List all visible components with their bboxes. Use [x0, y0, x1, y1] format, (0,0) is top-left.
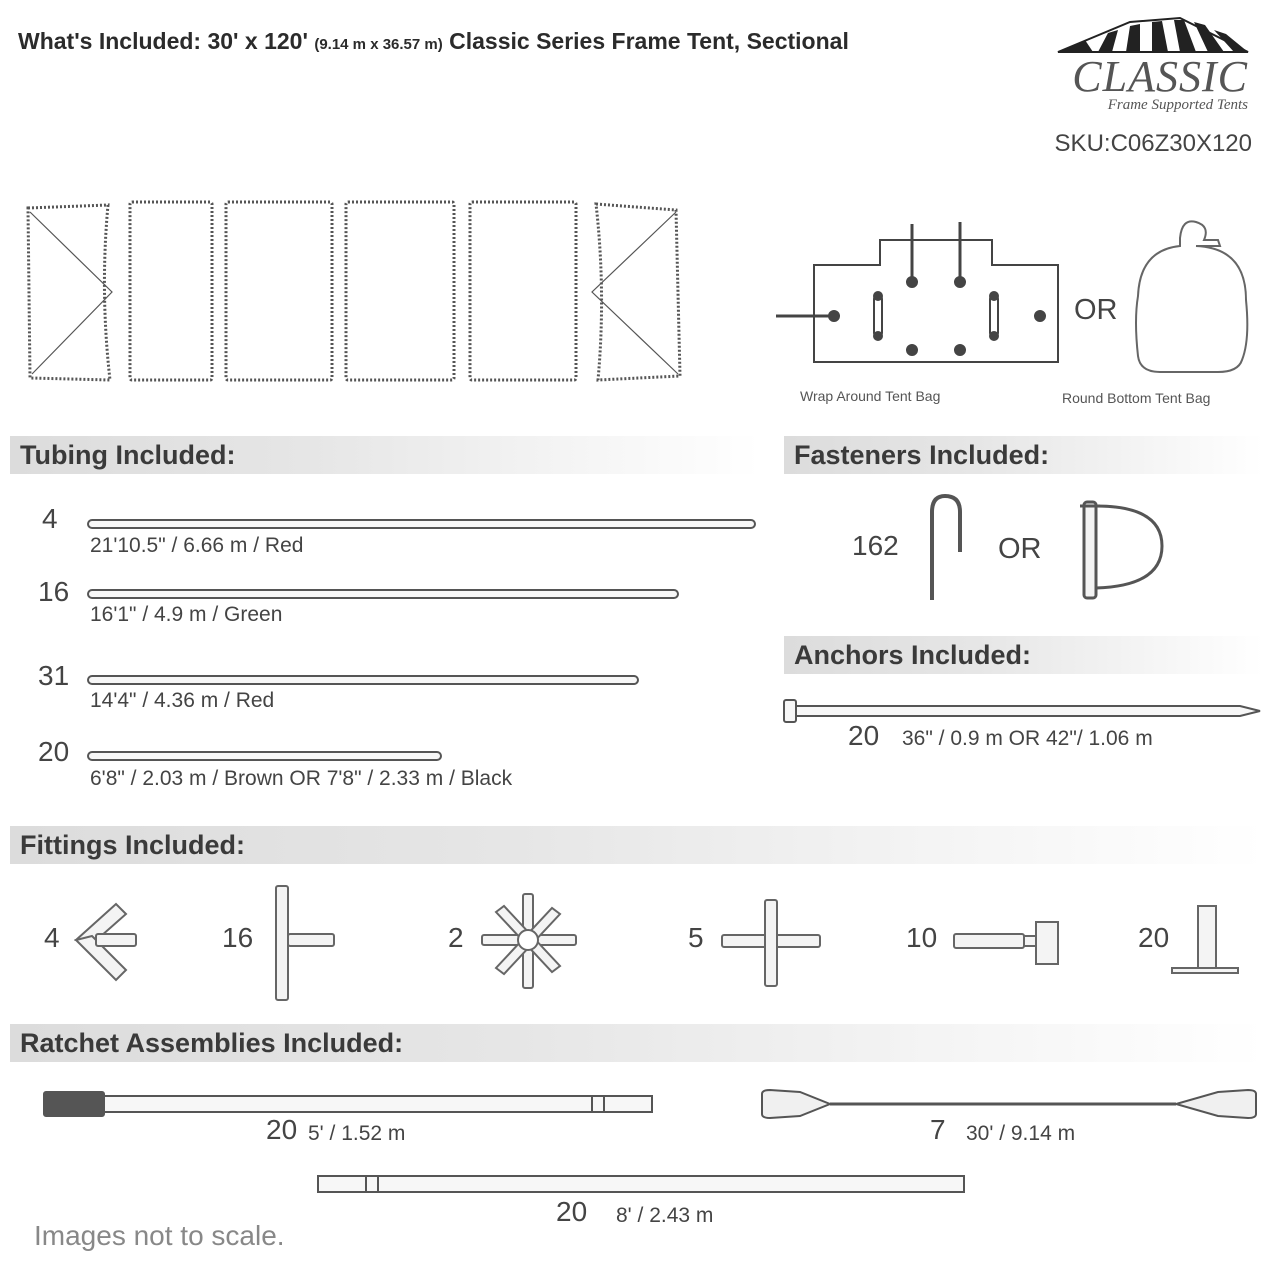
fitting-qty-angle: 4 [44, 922, 60, 953]
brand-logo [1038, 52, 1248, 114]
fitting-end-cap-icon [954, 922, 1058, 964]
tube-qty-4: 20 [38, 736, 70, 767]
tube-qty-3: 31 [38, 660, 70, 691]
tube-label-3: 14'4" / 4.36 m / Red [90, 689, 275, 712]
fastener-qty: 162 [852, 530, 899, 561]
tube-bar-3 [88, 676, 638, 684]
ratchet-label-2: 30' / 9.14 m [966, 1122, 1076, 1145]
ratchet-strap-8ft-icon [318, 1176, 964, 1192]
fitting-cross-icon [722, 900, 820, 986]
tent-end-section-left [28, 205, 112, 380]
fitting-hub-icon [482, 894, 576, 988]
ratchet-strap-5ft-icon [44, 1092, 652, 1116]
wrap-bag-label: Wrap Around Tent Bag [800, 388, 941, 404]
tube-bar-4 [88, 752, 441, 760]
fittings-heading: Fittings Included: [10, 826, 1265, 864]
ratchet-qty-1: 20 [266, 1114, 298, 1145]
anchor-stake-icon [784, 700, 1260, 722]
fitting-qty-cross: 5 [688, 922, 704, 953]
ratchet-label-3: 8' / 2.43 m [616, 1204, 714, 1227]
fitting-qty-hub: 2 [448, 922, 464, 953]
footer-note: Images not to scale. [34, 1220, 285, 1251]
wrap-around-bag-icon [776, 222, 1058, 362]
fitting-qty-base-plate: 20 [1138, 922, 1170, 953]
round-bag-label: Round Bottom Tent Bag [1062, 390, 1211, 406]
fasteners-heading: Fasteners Included: [784, 436, 1264, 474]
anchor-label: 36" / 0.9 m OR 42"/ 1.06 m [902, 727, 1153, 750]
title-metric: (9.14 m x 36.57 m) [314, 36, 443, 53]
lynch-pin-icon [1080, 502, 1162, 598]
tube-label-4: 6'8" / 2.03 m / Brown OR 7'8" / 2.33 m / Black [90, 767, 513, 790]
tube-label-1: 21'10.5" / 6.66 m / Red [90, 534, 304, 557]
brand-name: CLASSIC [1072, 52, 1248, 101]
round-bottom-bag-icon [1136, 221, 1247, 372]
tent-end-section-right [592, 204, 680, 380]
ratchet-qty-2: 7 [930, 1114, 946, 1145]
sku-label: SKU:C06Z30X120 [1054, 130, 1252, 157]
tube-label-2: 16'1" / 4.9 m / Green [90, 603, 283, 626]
fitting-angle-icon [76, 904, 136, 980]
ratchet-qty-3: 20 [556, 1196, 588, 1227]
fitting-qty-end-cap: 10 [906, 922, 938, 953]
fasteners-or: OR [998, 533, 1042, 565]
ratchets-heading: Ratchet Assemblies Included: [10, 1024, 1265, 1062]
stake-hook-icon [932, 496, 960, 600]
ratchet-label-1: 5' / 1.52 m [308, 1122, 406, 1145]
tent-mid-sections [130, 202, 576, 380]
anchors-heading: Anchors Included: [784, 636, 1264, 674]
title-main: What's Included: 30' x 120' [18, 28, 308, 54]
fitting-base-plate-icon [1172, 906, 1238, 973]
tube-qty-2: 16 [38, 576, 70, 607]
ratchet-cable-30ft-icon [762, 1090, 1256, 1118]
tube-bar-1 [88, 520, 755, 528]
fitting-tee-icon [276, 886, 334, 1000]
tube-qty-1: 4 [42, 503, 58, 534]
fitting-qty-tee: 16 [222, 922, 254, 953]
tube-bar-2 [88, 590, 678, 598]
brand-tagline: Frame Supported Tents [1107, 97, 1248, 113]
tubing-heading: Tubing Included: [10, 436, 760, 474]
anchor-qty: 20 [848, 720, 880, 751]
title-rest: Classic Series Frame Tent, Sectional [449, 28, 849, 54]
classic-logo-icon [1058, 18, 1248, 52]
bags-or: OR [1074, 294, 1118, 326]
